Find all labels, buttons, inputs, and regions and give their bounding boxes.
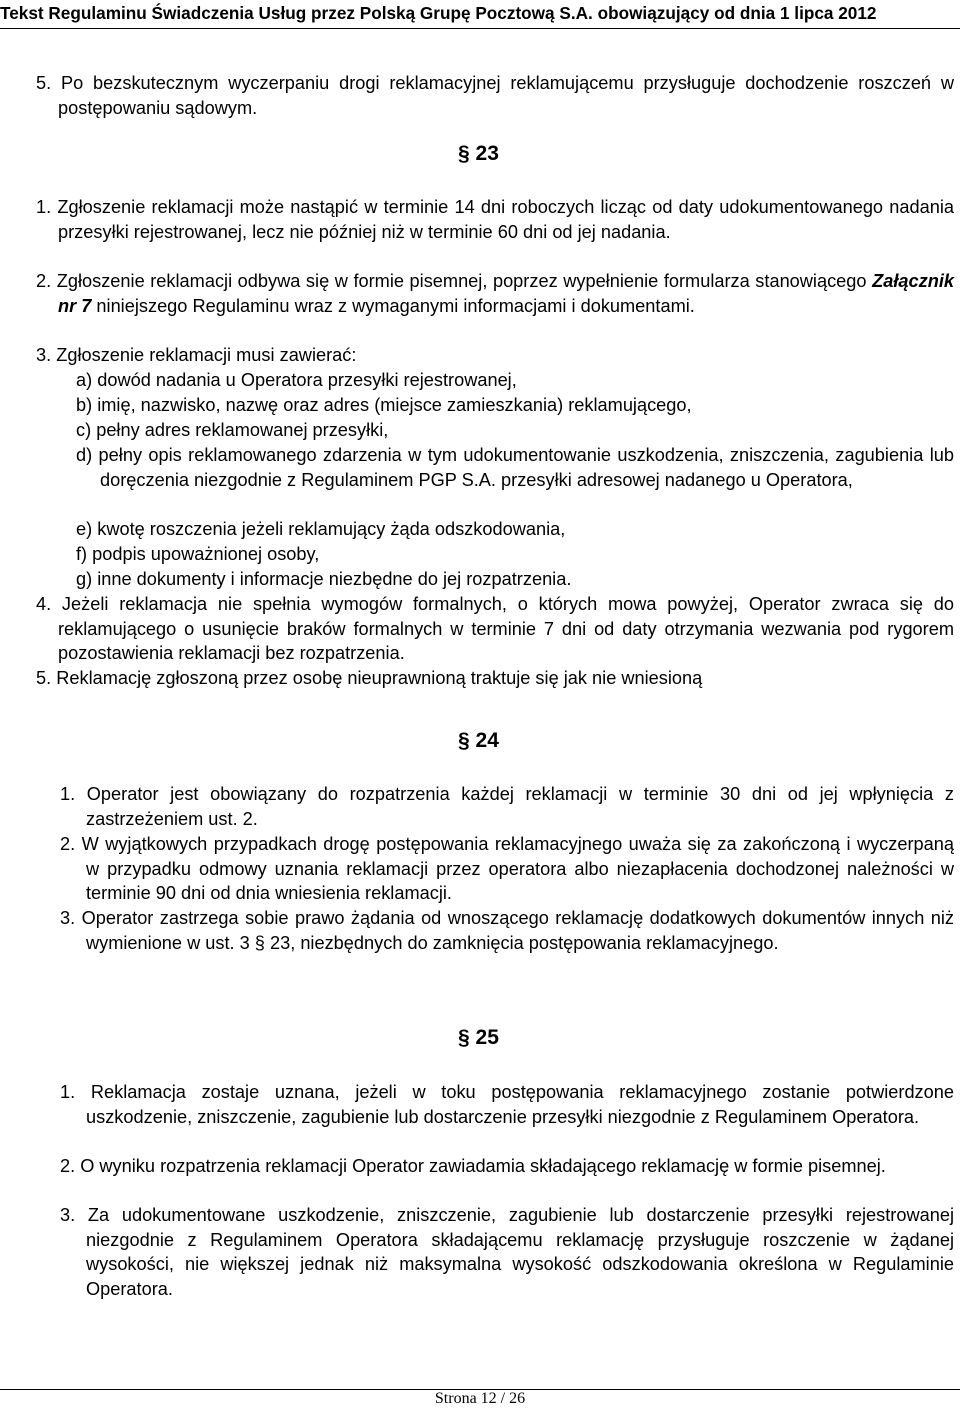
s25-paragraph-2: 2. O wyniku rozpatrzenia reklamacji Operator zawiadamia składającego reklamację w formie pisemnej.: [60, 1156, 886, 1176]
s23-paragraph-4: 4. Jeżeli reklamacja nie spełnia wymogów formalnych, o których mowa powyżej, Operator zwraca się do reklamującego o usunięcie braków formalnych w terminie 7 dni od daty otrzymania wezwania pod rygorem pozostawienia reklamacji bez rozpatrzenia.: [36, 594, 954, 664]
s23-paragraph-1: 1. Zgłoszenie reklamacji może nastąpić w terminie 14 dni roboczych licząc od daty udokumentowanego nadania przesyłki rejestrowanej, lecz nie później niż w terminie 60 dni od jej nadania.: [36, 197, 954, 242]
page-number: Strona 12 / 26: [434, 1390, 526, 1407]
s24-paragraph-2: 2. W wyjątkowych przypadkach drogę postępowania reklamacyjnego uważa się za zakończoną i wyczerpaną w przypadku odmowy uznania reklamacji przez operatora albo niezapłacenia dochodzonej należności w terminie 90 dni od dnia wniesienia reklamacji.: [60, 834, 954, 904]
s23-paragraph-2: 2. Zgłoszenie reklamacji odbywa się w formie pisemnej, poprzez wypełnienie formularza stanowiącego Załącznik nr 7 niniejszego Regulaminu wraz z wymaganymi informacjami i dokumentami.: [36, 271, 954, 316]
s23-item-a: a) dowód nadania u Operatora przesyłki rejestrowanej,: [76, 370, 517, 390]
s24-paragraph-1: 1. Operator jest obowiązany do rozpatrzenia każdej reklamacji w terminie 30 dni od jej wpłynięcia z zastrzeżeniem ust. 2.: [60, 784, 954, 829]
s23-item-f: f) podpis upoważnionej osoby,: [76, 544, 320, 564]
s23-item-e: e) kwotę roszczenia jeżeli reklamujący żąda odszkodowania,: [76, 519, 566, 539]
section-heading-24: § 24: [458, 729, 499, 752]
s23-paragraph-5: 5. Reklamację zgłoszoną przez osobę nieuprawnioną traktuje się jak nie wniesioną: [36, 668, 703, 688]
s23-item-c: c) pełny adres reklamowanej przesyłki,: [76, 420, 389, 440]
s23-item-g: g) inne dokumenty i informacje niezbędne do jej rozpatrzenia.: [76, 569, 572, 589]
header-title: Tekst Regulaminu Świadczenia Usług przez Polską Grupę Pocztową S.A. obowiązujący od dnia 1 lipca 2012: [0, 3, 877, 23]
attachment-reference: Załącznik nr 7: [58, 271, 954, 316]
s23-item-d: d) pełny opis reklamowanego zdarzenia w tym udokumentowanie uszkodzenia, zniszczenia, zagubienia lub doręczenia niezgodnie z Regulaminem PGP S.A. przesyłki adresowej nadanego u Operatora,: [76, 445, 954, 490]
s23-item-b: b) imię, nazwisko, nazwę oraz adres (miejsce zamieszkania) reklamującego,: [76, 395, 692, 415]
section-heading-23: § 23: [458, 142, 499, 165]
paragraph-intro-5: 5. Po bezskutecznym wyczerpaniu drogi reklamacyjnej reklamującemu przysługuje dochodzenie roszczeń w postępowaniu sądowym.: [36, 73, 954, 118]
s24-paragraph-3: 3. Operator zastrzega sobie prawo żądania od wnoszącego reklamację dodatkowych dokumentów innych niż wymienione w ust. 3 § 23, niezbędnych do zamknięcia postępowania reklamacyjnego.: [60, 908, 954, 953]
s23-paragraph-3: 3. Zgłoszenie reklamacji musi zawierać:: [36, 345, 357, 365]
page-header: [0, 0, 960, 29]
section-heading-25: § 25: [458, 1026, 499, 1049]
s25-paragraph-1: 1. Reklamacja zostaje uznana, jeżeli w toku postępowania reklamacyjnego zostanie potwierdzone uszkodzenie, zniszczenie, zagubienie lub dostarczenie przesyłki niezgodnie z Regulaminem Operatora.: [60, 1082, 954, 1127]
s25-paragraph-3: 3. Za udokumentowane uszkodzenie, zniszczenie, zagubienie lub dostarczenie przesyłki rejestrowanej niezgodnie z Regulaminem Operatora składającemu reklamację przysługuje roszczenie w żądanej wysokości, nie większej jednak niż maksymalna wysokość odszkodowania określona w Regulaminie Operatora.: [60, 1205, 954, 1300]
